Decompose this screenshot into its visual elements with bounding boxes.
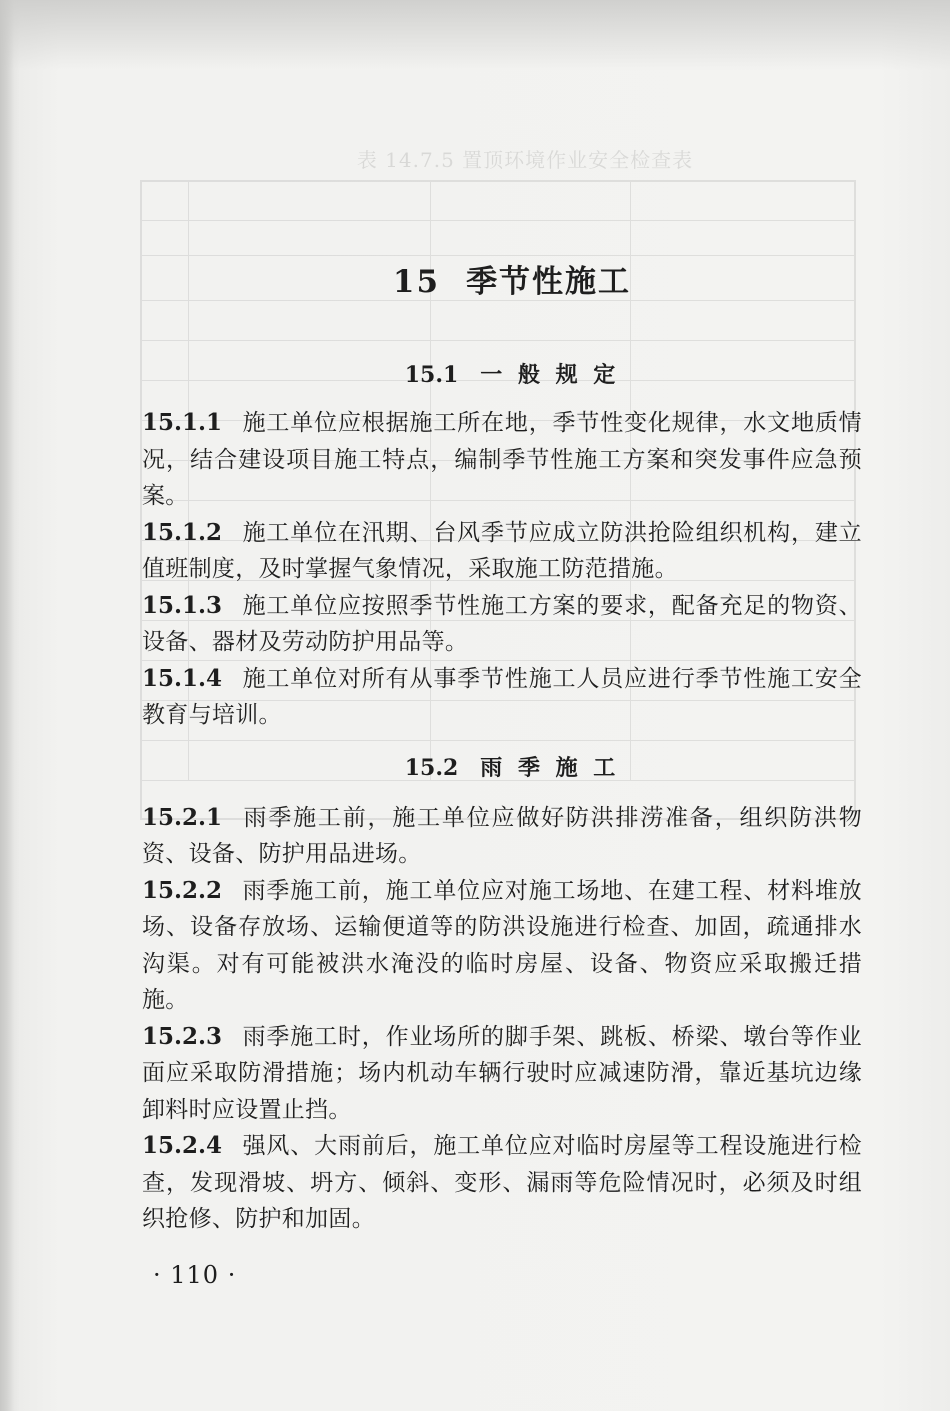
clause	[142, 800, 862, 873]
clause	[142, 661, 862, 734]
chapter-title-text: 季节性施工	[466, 264, 632, 300]
section-title-text: 一 般 规 定	[480, 362, 620, 388]
section-title-text: 雨 季 施 工	[480, 754, 620, 781]
page-content	[142, 255, 862, 1238]
clause-text: 施工单位对所有从事季节性施工人员应进行季节性施工安全教育与培训。	[142, 665, 862, 728]
clause-number: 15.2.1	[142, 803, 223, 831]
clause-number: 15.1.3	[142, 591, 223, 619]
clause-text: 强风、大雨前后，施工单位应对临时房屋等工程设施进行检查，发现滑坡、坍方、倾斜、变形、漏雨等危险情况时，必须及时组织抢修、防护和加固。	[142, 1133, 862, 1232]
clause-text: 雨季施工时，作业场所的脚手架、跳板、桥梁、墩台等作业面应采取防滑措施；场内机动车辆行驶时应减速防滑，靠近基坑边缘卸料时应设置止挡。	[142, 1023, 862, 1123]
page-number: · 110 ·	[153, 1261, 237, 1289]
clause-text: 施工单位应按照季节性施工方案的要求，配备充足的物资、设备、器材及劳动防护用品等。	[142, 592, 862, 655]
clause	[142, 588, 862, 661]
section-number: 15.1	[404, 362, 459, 388]
clause-text: 雨季施工前，施工单位应对施工场地、在建工程、材料堆放场、设备存放场、运输便道等的防洪设施进行检查、加固，疏通排水沟渠。对有可能被洪水淹没的临时房屋、设备、物资应采取搬迁措施。	[142, 877, 862, 1013]
bleed-through-rule	[140, 220, 856, 221]
clause-number: 15.1.1	[142, 409, 223, 436]
spine-shadow	[0, 0, 14, 1411]
chapter-title	[162, 255, 862, 309]
clause-text: 施工单位在汛期、台风季节应成立防洪抢险组织机构，建立值班制度，及时掌握气象情况，采取施工防范措施。	[142, 519, 862, 582]
clause	[142, 1128, 862, 1238]
section-number: 15.2	[404, 754, 459, 781]
clause	[142, 515, 862, 588]
clause-text: 雨季施工前，施工单位应做好防洪排涝准备，组织防洪物资、设备、防护用品进场。	[142, 804, 862, 867]
clause-number: 15.2.2	[142, 876, 223, 904]
clause	[142, 405, 862, 515]
clause-number: 15.2.4	[142, 1132, 223, 1159]
top-shadow	[0, 0, 950, 70]
bleed-through-table-title: 表 14.7.5 置顶环境作业安全检查表	[356, 148, 694, 172]
section-title	[162, 748, 862, 788]
chapter-number: 15	[392, 264, 441, 300]
section-title	[162, 355, 862, 395]
clause-number: 15.1.4	[142, 664, 223, 692]
clause-number: 15.2.3	[142, 1022, 223, 1050]
clause-text: 施工单位应根据施工所在地，季节性变化规律，水文地质情况，结合建设项目施工特点，编制季节性施工方案和突发事件应急预案。	[142, 410, 862, 509]
clause-number: 15.1.2	[142, 518, 223, 546]
clause	[142, 1019, 862, 1129]
clause	[142, 873, 862, 1019]
